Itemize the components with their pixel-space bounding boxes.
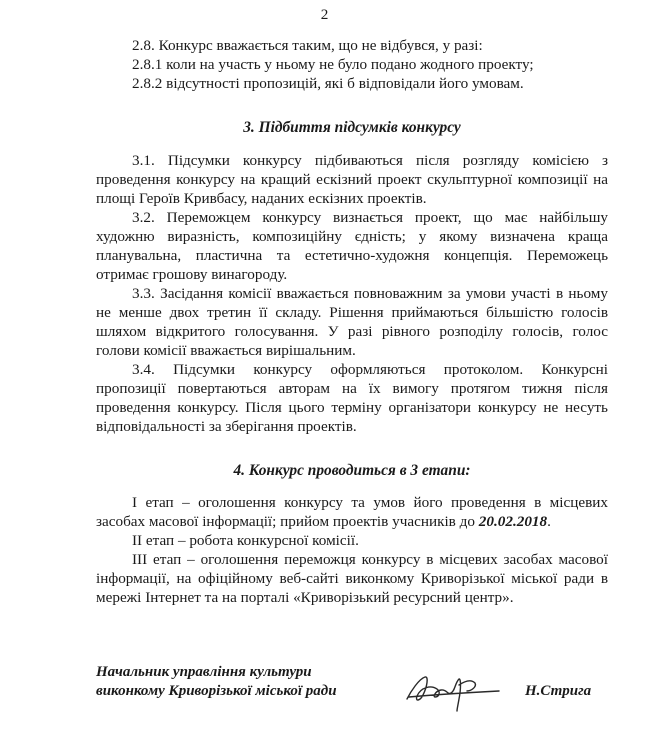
- signature-block: [96, 663, 616, 723]
- page-number: 2: [320, 6, 329, 23]
- clause-3-2: 3.2. Переможцем конкурсу визнається проект, що має найбільшу художню виразність, композиційну єдність; у якому визначена краща планувальна, пластична та естетично-художня концепція. Переможець отримає грошову винагороду.: [96, 209, 608, 283]
- stage-3: ІІІ етап – оголошення переможця конкурсу в місцевих засобах масової інформації, на офіційному веб-сайті виконкому Криворізької міської ради в мережі Інтернет та на порталі «Криворізький ресурсний центр».: [96, 551, 608, 606]
- clause-2-8: 2.8. Конкурс вважається таким, що не відбувся, у разі:: [132, 37, 483, 54]
- position-line-1: Начальник управління культури: [96, 664, 312, 680]
- section-3-heading: 3. Підбиття підсумків конкурсу: [243, 119, 461, 136]
- clause-3-3: 3.3. Засідання комісії вважається повноважним за умови участі в ньому не менше двох третин її складу. Рішення приймаються більшістю голосів шляхом відкритого голосування. У разі рівного розподілу голосів, голос голови комісії вважається вирішальним.: [96, 285, 608, 359]
- signatory-name: Н.Стрига: [525, 683, 592, 699]
- stage-1: [96, 493, 608, 531]
- position-line-2: виконкому Криворізької міської ради: [96, 683, 337, 699]
- document-body: [96, 36, 608, 607]
- stage-1-end: .: [547, 513, 551, 530]
- section-4-heading: 4. Конкурс проводиться в 3 етапи:: [233, 462, 471, 479]
- signatory-position: [96, 663, 337, 701]
- clause-2-8-1: 2.8.1 коли на участь у ньому не було подано жодного проекту;: [132, 56, 534, 73]
- handwritten-signature: [401, 669, 505, 713]
- stage-1-text: І етап – оголошення конкурсу та умов його проведення в місцевих засобах масової інформації; прийом проектів учасників до: [96, 494, 608, 530]
- clause-3-1: 3.1. Підсумки конкурсу підбиваються після розгляду комісією з проведення конкурсу на кращий ескізний проект скульптурної композиції на площі Героїв Кривбасу, наданих ескізних проектів.: [96, 152, 608, 207]
- stage-2: ІІ етап – робота конкурсної комісії.: [132, 532, 359, 549]
- clause-2-8-2: 2.8.2 відсутності пропозицій, які б відповідали його умовам.: [132, 75, 524, 92]
- stage-1-deadline: 20.02.2018: [478, 513, 548, 530]
- clause-3-4: 3.4. Підсумки конкурсу оформляються протоколом. Конкурсні пропозиції повертаються авторам на їх вимогу протягом тижня після проведення конкурсу. Після цього терміну організатори конкурсу не несуть відповідальності за зберігання проектів.: [96, 361, 608, 435]
